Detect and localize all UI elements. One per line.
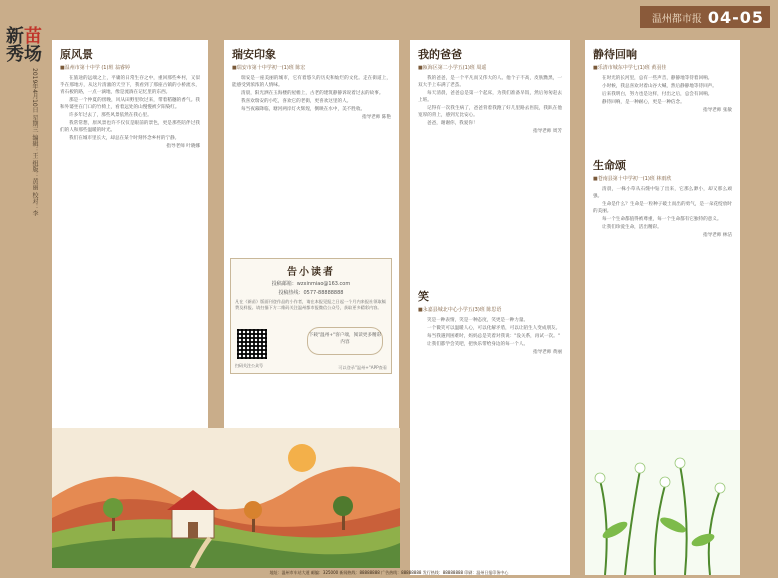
paragraph: 我们在城市里长大，却总在某个时刻怀念乡村的宁静。	[69, 136, 180, 141]
paragraph: 每天清晨，爸爸总是第一个起床，为我们准备早饭，然后匆匆赶去上班。	[418, 91, 562, 103]
app-callout: 下载"温州+"客户端，阅读更多精彩内容	[307, 327, 383, 355]
notice-title: 告小读者	[287, 267, 335, 278]
article-title: 静待回响	[593, 48, 637, 61]
notice-box	[230, 258, 392, 374]
paragraph: 我喜欢瑞安的小吃，喜欢它的老街，更喜欢这里的人。	[241, 99, 352, 104]
paragraph: 静待回响，是一种耐心，更是一种信念。	[602, 100, 685, 105]
article-byline: ■永嘉县城北中心小学五(3)班 陈思语	[418, 307, 502, 313]
masthead-line2: 秀场	[6, 44, 42, 65]
section-masthead	[6, 28, 46, 216]
paragraph: 后来我明白，努力也是这样，付出之后，总会有回响。	[602, 92, 713, 97]
app-callout-note: 可以登录"温州+"APP查看	[338, 365, 387, 370]
article-column-3	[410, 40, 570, 575]
article-title: 原风景	[60, 48, 93, 61]
paragraph: 我的爸爸，是一个平凡而又伟大的人。他个子不高，皮肤黝黑，一双大手上布满了老茧。	[418, 76, 562, 88]
paragraph: 一个微笑可以温暖人心，可以化解矛盾，可以让陌生人变成朋友。	[427, 326, 561, 331]
paragraph: 清晨，阳光洒在玉海楼的屋檐上，古老的建筑静静诉说着过去的故事。	[241, 91, 384, 96]
column-spacer	[418, 136, 562, 286]
article-byline: ■温州市第十中学 (1)班 翁睿婷	[60, 65, 130, 71]
notice-email: 投稿邮箱：wzxinmiao@163.com	[271, 281, 351, 287]
paragraph: 在时光的长河里，总有一些声音，静静地等待着回响。	[602, 76, 713, 81]
page-number-tag	[640, 6, 770, 28]
article-title: 笑	[418, 290, 429, 303]
article-author: 指导老师 叶晓娜	[166, 144, 200, 149]
paragraph: 让我们都学会笑吧，把快乐带给身边的每一个人。	[427, 342, 529, 347]
article-body	[60, 75, 200, 150]
article-title: 瑞安印象	[232, 48, 276, 61]
article-byline: ■瓯海区第二小学五(1)班 周遥	[418, 65, 487, 71]
article-title: 我的爸爸	[418, 48, 462, 61]
qr-code-icon[interactable]	[237, 329, 267, 359]
paragraph: 记得有一次我生病了，爸爸背着我跑了好几里路去医院，我趴在他宽厚的背上，感到无比安心。	[418, 106, 562, 118]
article-author: 指导老师 张敏	[702, 108, 732, 113]
paragraph: 每当夜幕降临，塘河两岸灯火辉煌，倒映在水中，美不胜收。	[241, 107, 366, 112]
masthead-accent-char: 苗	[24, 26, 42, 47]
flower-illustration	[585, 430, 740, 575]
article-body	[593, 75, 732, 114]
masthead-char: 新	[6, 26, 24, 47]
sun-icon	[288, 444, 316, 472]
paragraph: 我常常想，原风景也许不仅仅是眼前的景色，更是那些陪伴过我们的人和那些温暖的时光。	[60, 121, 200, 133]
article-body	[593, 186, 732, 239]
paragraph: 瑞安是一座美丽的城市，它有着悠久的历史和灿烂的文化。走在街道上，能感受到浓浓的人情味。	[232, 76, 391, 88]
page-footer: 地址：温州市车站大道 邮编：325000 新闻热线：88888888 广告热线：88888888 发行热线：88888888 印刷：温州日报印务中心	[269, 570, 509, 575]
article-byline: ■乐清市城东中学七(1)班 黄羽佳	[593, 65, 667, 71]
paragraph: 让我们珍爱生命，活出精彩。	[602, 225, 662, 230]
paragraph: 生命是什么？生命是一粒种子破土而出的勇气，是一朵花绽放时的美丽。	[593, 202, 732, 214]
article-title: 生命颂	[593, 159, 626, 172]
notice-phone: 投稿热线：0577-88888888	[278, 290, 344, 296]
article-author: 指导老师 陈艳	[361, 115, 391, 120]
paragraph: 清晨，一株小草从石缝中钻了出来，它那么渺小，却又那么顽强。	[593, 187, 732, 199]
paragraph: 那是一个仲夏的傍晚，风从田野里吹过来，带着稻穗的香气。我和外婆坐在门口的竹椅上，看着远处的山慢慢被夕阳染红。	[60, 98, 200, 110]
article-byline: ■瑞安市第十中学初一(1)班 陈宏	[232, 65, 306, 71]
article-body	[418, 317, 562, 356]
column-spacer	[593, 115, 732, 155]
landscape-illustration	[52, 428, 400, 568]
page-header	[0, 0, 778, 30]
article-author: 指导老师 林洁	[702, 233, 732, 238]
paragraph: 小时候，我总喜欢对着山谷大喊，然后静静地等待回声。	[602, 84, 717, 89]
page-numbers: 04-05	[707, 7, 764, 27]
paragraph: 许多年过去了，那些风景依然在我心里。	[69, 113, 152, 118]
paragraph: 爸爸，谢谢你，我爱你！	[427, 121, 478, 126]
paragraph: 在旅途的远端之上，平庸的日常生存之中，重回那些乡村，又似乎在那地方，从这片清澈的天空下，我看到了那座古镇的小桥流水，青石板的路，一点一滴地，像是流淌在记忆里的东西。	[60, 76, 200, 95]
article-byline: ■苍南县第十中学初一(1)班 林雨欣	[593, 176, 672, 182]
article-author: 指导老师 黄丽	[532, 350, 562, 355]
paragraph: 笑是一种表情，笑是一种态度，笑更是一种力量。	[427, 318, 529, 323]
article-author: 指导老师 周芳	[532, 129, 562, 134]
notice-body: 凡在《新苗》版面刊登作品的小作者，请在本报见报之日起一个月内来报社领取稿费及样报。请扫描下方二维码关注温州都市报微信公众号，获取更多精彩内容。	[235, 299, 386, 310]
article-body	[418, 75, 562, 135]
qr-caption: 扫码关注公众号	[235, 363, 263, 368]
masthead-subtitle: 2019年4月10日 星期三 编辑：王 组版：黄丽 校对：李	[31, 68, 38, 217]
article-body	[232, 75, 391, 121]
paper-name: 温州都市报	[651, 13, 702, 25]
paragraph: 每当我遇到困难时，妈妈总是笑着对我说："没关系，再试一次。"	[427, 334, 560, 339]
paragraph: 每一个生命都值得被尊重，每一个生命都有它独特的意义。	[602, 217, 722, 222]
